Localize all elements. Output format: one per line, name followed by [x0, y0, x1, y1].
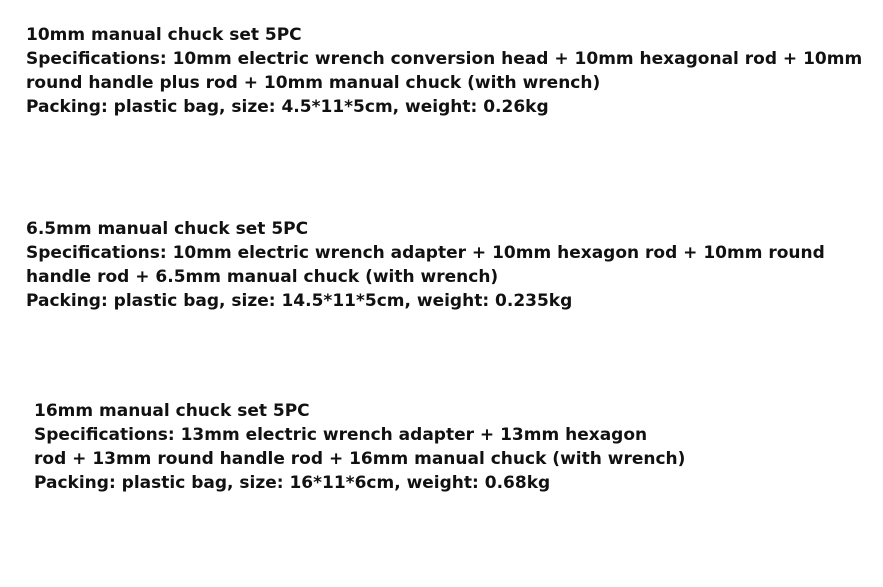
specifications-line: Specifications: 13mm electric wrench adapter + 13mm hexagon — [34, 425, 648, 445]
specifications-line: handle rod + 6.5mm manual chuck (with wrench) — [26, 267, 499, 287]
packing-line: Packing: plastic bag, size: 4.5*11*5cm, weight: 0.26kg — [26, 97, 549, 117]
specifications-line: Specifications: 10mm electric wrench conversion head + 10mm hexagonal rod + 10mm — [26, 49, 863, 69]
packing-line: Packing: plastic bag, size: 14.5*11*5cm, weight: 0.235kg — [26, 291, 573, 311]
product-block-6-5mm — [26, 217, 825, 313]
specifications-line: Specifications: 10mm electric wrench adapter + 10mm hexagon rod + 10mm round — [26, 243, 825, 263]
specifications-line: round handle plus rod + 10mm manual chuck (with wrench) — [26, 73, 601, 93]
product-title: 6.5mm manual chuck set 5PC — [26, 219, 309, 239]
product-block-16mm — [34, 399, 685, 495]
specifications-line: rod + 13mm round handle rod + 16mm manual chuck (with wrench) — [34, 449, 686, 469]
product-title: 10mm manual chuck set 5PC — [26, 25, 302, 45]
product-block-10mm — [26, 23, 862, 119]
product-title: 16mm manual chuck set 5PC — [34, 401, 310, 421]
packing-line: Packing: plastic bag, size: 16*11*6cm, weight: 0.68kg — [34, 473, 551, 493]
